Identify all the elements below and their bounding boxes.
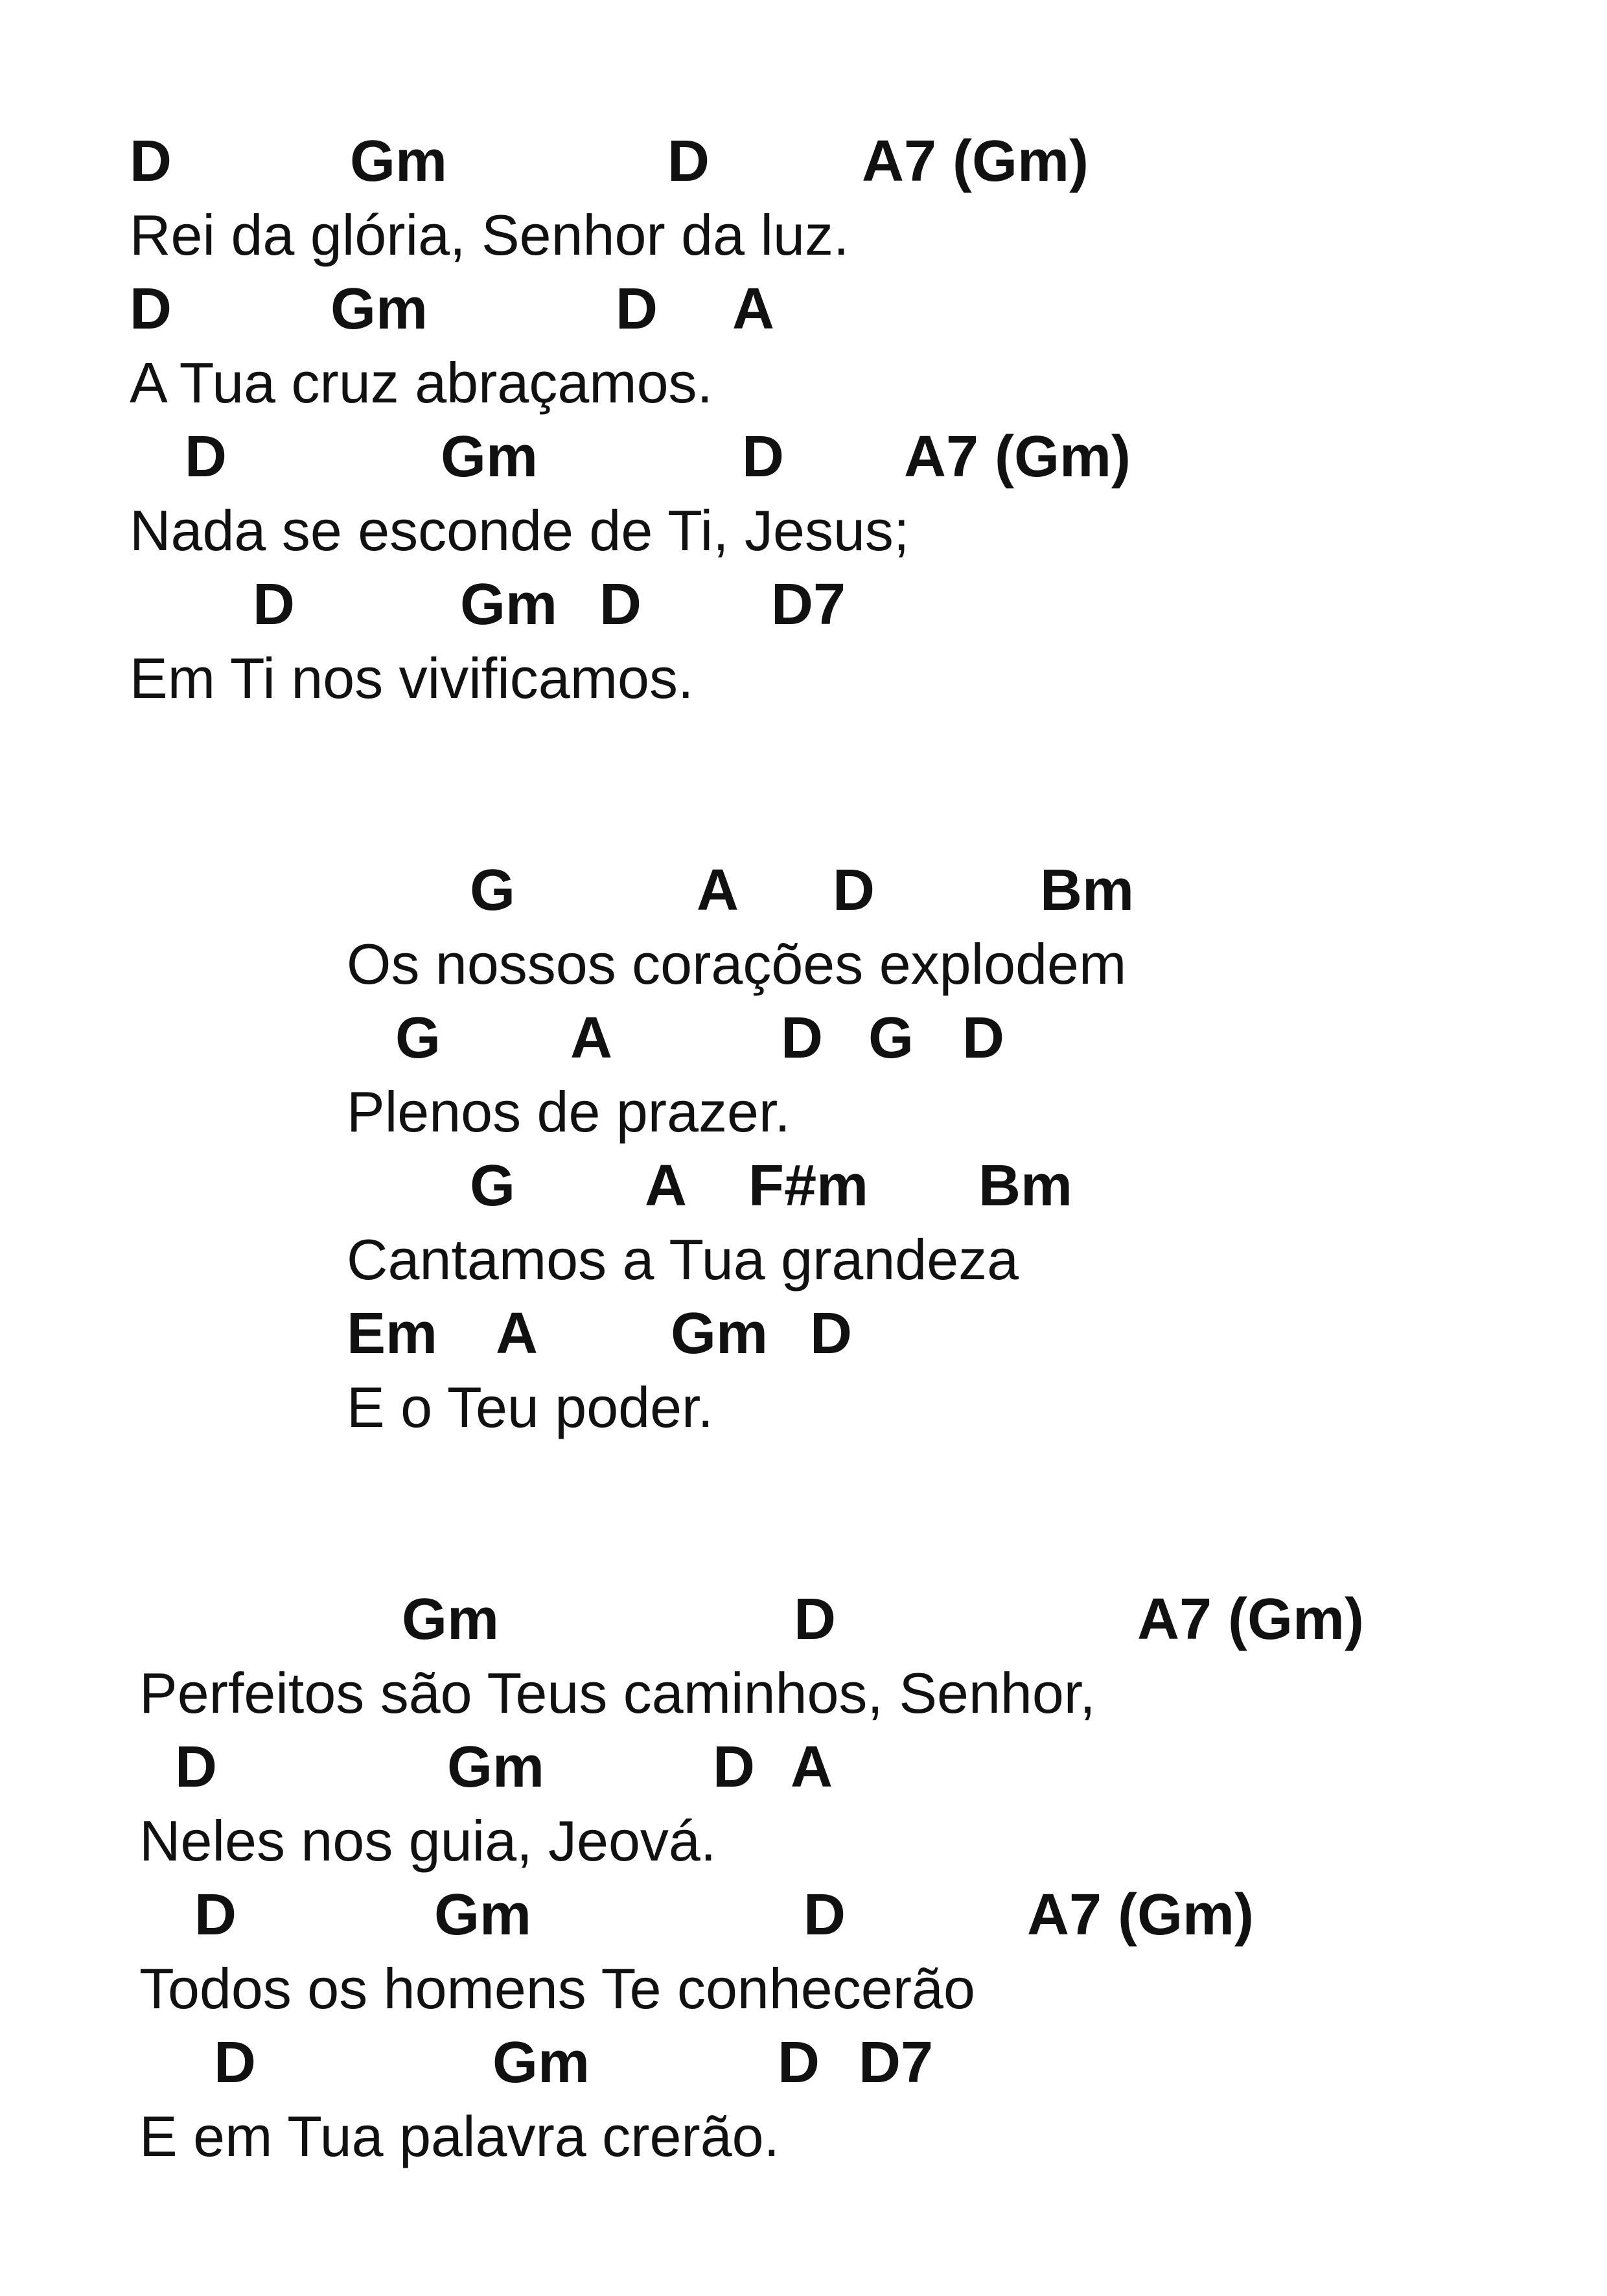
- chord: Gm: [671, 1301, 769, 1366]
- chord: Gm: [330, 277, 428, 342]
- chord: F#m: [748, 1154, 869, 1218]
- chord-line: [130, 419, 1131, 495]
- chord: G: [395, 1006, 441, 1071]
- chord: A: [791, 1735, 833, 1800]
- chord: A7 (Gm): [904, 424, 1131, 489]
- lyric-line: E em Tua palavra crerão.: [139, 2104, 780, 2168]
- chord: A7 (Gm): [862, 129, 1089, 194]
- chord-line: [130, 566, 909, 643]
- lyric-line: Os nossos corações explodem: [347, 932, 1127, 996]
- chord: D: [804, 1883, 846, 1947]
- lyric-line: Nada se esconde de Ti, Jesus;: [130, 498, 910, 562]
- chord: D: [599, 572, 642, 637]
- chord-line: [139, 1581, 1365, 1658]
- chord: A: [570, 1006, 612, 1071]
- chord: D: [253, 572, 295, 637]
- chord-line: [139, 1729, 1096, 1805]
- chord-line: [139, 2024, 1096, 2101]
- chord: D: [667, 129, 710, 194]
- lyric-line: Neles nos guia, Jeová.: [139, 1809, 717, 1873]
- chord-line: [347, 1295, 1126, 1372]
- chord-line: [347, 852, 1135, 929]
- stanza-3: [139, 1581, 1365, 2172]
- chord: G: [470, 858, 516, 923]
- chord-line: [130, 123, 1089, 200]
- chord: A: [496, 1301, 538, 1366]
- chord: D: [713, 1735, 755, 1800]
- chord: Gm: [441, 424, 538, 489]
- chord-line: [347, 1000, 1126, 1076]
- chord: D: [130, 277, 172, 342]
- chord-line: [347, 1148, 1126, 1224]
- chord: D: [781, 1006, 823, 1071]
- stanza-1: [130, 123, 1131, 714]
- chord: G: [868, 1006, 914, 1071]
- chord: Gm: [434, 1883, 532, 1947]
- chord: D: [175, 1735, 217, 1800]
- chord: A7 (Gm): [1137, 1587, 1365, 1652]
- chord: A: [732, 277, 774, 342]
- chord: A: [697, 858, 739, 923]
- chord: D: [185, 424, 227, 489]
- chord: Gm: [350, 129, 448, 194]
- chord: D: [130, 129, 172, 194]
- lyric-line: A Tua cruz abraçamos.: [130, 351, 713, 415]
- chord: Em: [347, 1301, 438, 1366]
- chord: D: [794, 1587, 836, 1652]
- lyric-line: Rei da glória, Senhor da luz.: [130, 203, 850, 267]
- chord: A7 (Gm): [1027, 1883, 1254, 1947]
- chord: D7: [859, 2030, 934, 2095]
- stanza-2: [347, 852, 1135, 1443]
- chord: Bm: [1040, 858, 1135, 923]
- chord: D: [616, 277, 658, 342]
- chord-line: [130, 271, 909, 347]
- chord: Bm: [978, 1154, 1073, 1218]
- lyric-line: Perfeitos são Teus caminhos, Senhor,: [139, 1661, 1096, 1725]
- chord: D: [778, 2030, 820, 2095]
- lyric-line: Plenos de prazer.: [347, 1080, 791, 1144]
- chord: Gm: [402, 1587, 500, 1652]
- lyric-line: Cantamos a Tua grandeza: [347, 1227, 1019, 1292]
- lyric-line: E o Teu poder.: [347, 1375, 713, 1439]
- chord: Gm: [447, 1735, 545, 1800]
- lyric-line: Em Ti nos vivificamos.: [130, 646, 694, 710]
- chord-line: [139, 1877, 1254, 1953]
- chord: Gm: [492, 2030, 590, 2095]
- chord: D: [962, 1006, 1004, 1071]
- chord: D: [742, 424, 784, 489]
- chord: G: [470, 1154, 516, 1218]
- chord: D: [214, 2030, 256, 2095]
- chord: A: [645, 1154, 687, 1218]
- chord: D: [810, 1301, 852, 1366]
- chord: Gm: [460, 572, 558, 637]
- chord: D7: [771, 572, 846, 637]
- chord: D: [833, 858, 875, 923]
- chord: D: [194, 1883, 237, 1947]
- lyric-line: Todos os homens Te conhecerão: [139, 1956, 975, 2021]
